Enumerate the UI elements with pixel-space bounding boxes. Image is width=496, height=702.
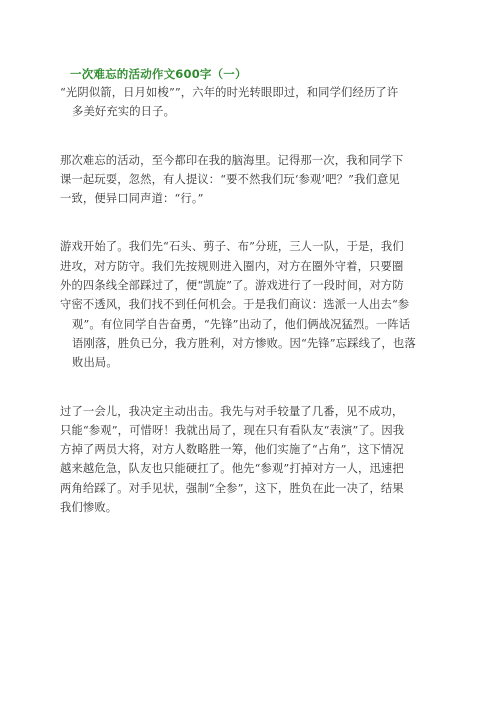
paragraph-line: 越来越危急，队友也只能硬扛了。他先“参观”打掉对方一人，迅速把 (60, 462, 404, 476)
paragraph-line: 多美好充实的日子。 (72, 105, 176, 119)
paragraph-line: 那次难忘的活动，至今都印在我的脑海里。记得那一次，我和同学下 (60, 153, 404, 167)
paragraph-line: 一致，便异口同声道：“行。” (60, 192, 204, 206)
paragraph-line: 外的四条线全部踩过了，便“凯旋”了。游戏进行了一段时间，对方防 (60, 279, 404, 293)
paragraph-line: 语刚落，胜负已分，我方胜利，对方惨败。因“先锋”忘踩线了，也落 (72, 336, 416, 350)
paragraph-4 (60, 402, 428, 518)
paragraph-line: 守密不透风，我们找不到任何机会。于是我们商议：选派一人出去“参 (60, 298, 410, 312)
paragraph-line: 过了一会儿，我决定主动出击。我先与对手较量了几番，见不成功， (60, 404, 404, 418)
paragraph-3 (60, 237, 428, 372)
paragraph-line: 两角给踩了。对手见状，强制“全参”，这下，胜负在此一决了，结果 (60, 481, 404, 495)
paragraph-line: 败出局。 (72, 356, 118, 370)
paragraph-line: 观”。有位同学自告奋勇，“先锋”出动了，他们俩战况猛烈。一阵话 (72, 317, 411, 331)
document-page (60, 66, 428, 546)
paragraph-line: 游戏开始了。我们先“石头、剪子、布”分班，三人一队，于是，我们 (60, 240, 404, 254)
paragraph-line: “光阴似箭，日月如梭””，六年的时光转眼即过，和同学们经历了许 (60, 86, 399, 99)
paragraph-line: 课一起玩耍，忽然，有人提议：“要不然我们玩‘参观’吧？”我们意见 (60, 172, 400, 186)
paragraph-1 (60, 83, 428, 122)
paragraph-line: 只能“参观”，可惜呀！我就出局了，现在只有看队友“表演”了。因我 (60, 423, 405, 437)
paragraph-line: 方掉了两员大将，对方人数略胜一筹，他们实施了“占角”，这下情况 (60, 443, 404, 457)
paragraph-2 (60, 151, 428, 209)
paragraph-line: 进攻，对方防守。我们先按规则进入圈内，对方在圈外守着，只要圈 (60, 259, 404, 273)
paragraph-line: 我们惨败。 (60, 501, 118, 515)
document-title: 一次难忘的活动作文600字（一） (70, 67, 247, 81)
